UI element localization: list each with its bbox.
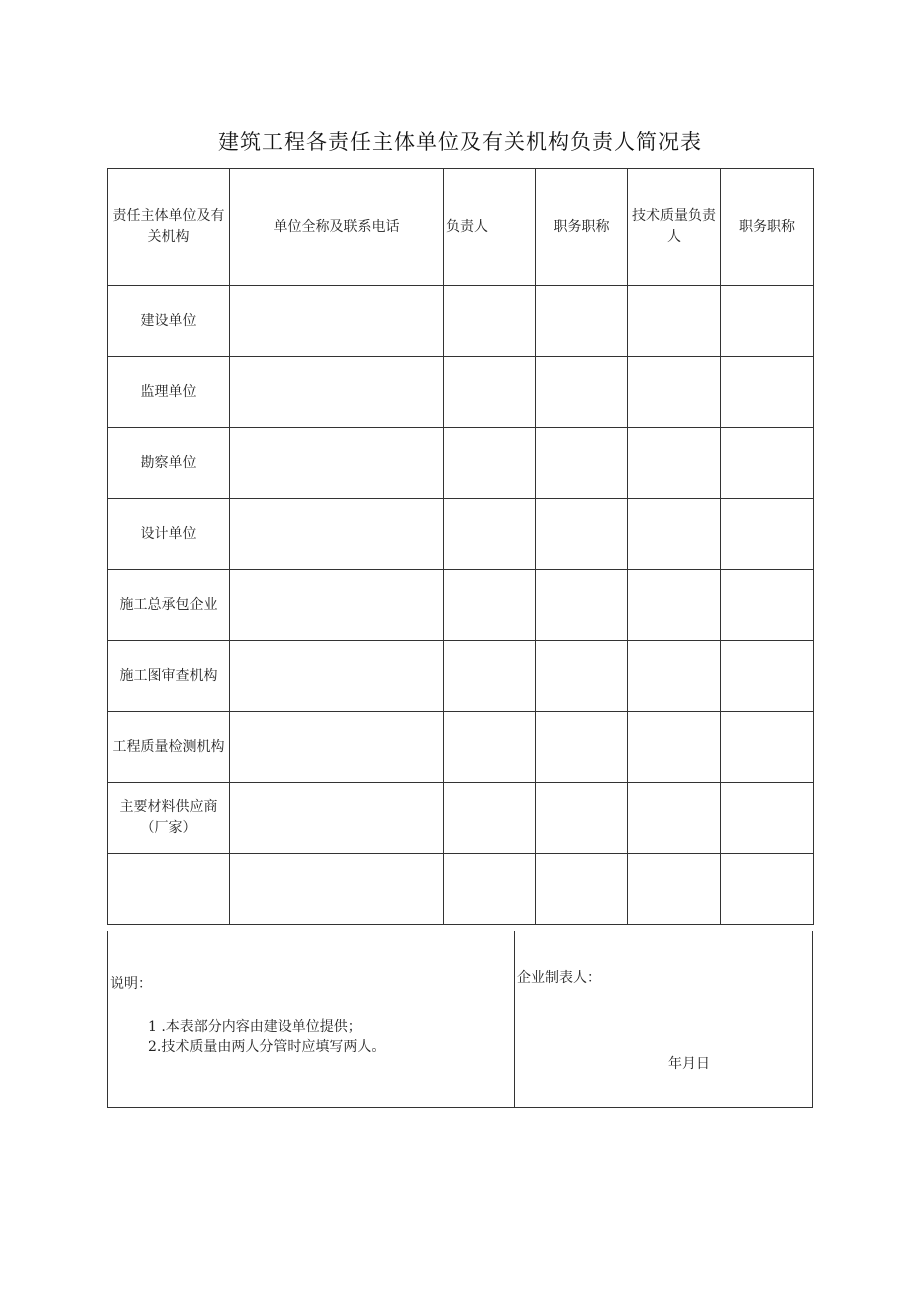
input-cell[interactable] <box>628 783 721 854</box>
input-cell[interactable] <box>230 641 444 712</box>
input-cell[interactable] <box>444 357 536 428</box>
row-label: 建设单位 <box>108 286 230 357</box>
input-cell[interactable] <box>628 357 721 428</box>
input-cell[interactable] <box>721 499 814 570</box>
input-cell[interactable] <box>444 570 536 641</box>
input-cell[interactable] <box>536 570 628 641</box>
input-cell[interactable] <box>230 783 444 854</box>
input-cell[interactable] <box>536 854 628 925</box>
input-cell[interactable] <box>230 286 444 357</box>
row-label[interactable] <box>108 854 230 925</box>
row-label: 设计单位 <box>108 499 230 570</box>
row-label: 工程质量检测机构 <box>108 712 230 783</box>
input-cell[interactable] <box>536 499 628 570</box>
input-cell[interactable] <box>721 854 814 925</box>
page-title: 建筑工程各责任主体单位及有关机构负责人简况表 <box>218 130 702 154</box>
input-cell[interactable] <box>444 428 536 499</box>
table-row <box>108 357 814 428</box>
header-cell-unit-name-phone: 单位全称及联系电话 <box>230 169 444 286</box>
input-cell[interactable] <box>721 286 814 357</box>
input-cell[interactable] <box>230 712 444 783</box>
row-label: 施工图审查机构 <box>108 641 230 712</box>
note-item: 1 .本表部分内容由建设单位提供； <box>148 1019 362 1035</box>
table-row <box>108 499 814 570</box>
row-label: 施工总承包企业 <box>108 570 230 641</box>
input-cell[interactable] <box>536 783 628 854</box>
input-cell[interactable] <box>628 499 721 570</box>
footer-notes-section <box>107 931 813 1108</box>
input-cell[interactable] <box>230 357 444 428</box>
input-cell[interactable] <box>230 428 444 499</box>
input-cell[interactable] <box>444 286 536 357</box>
date-label: 年月日 <box>668 1056 710 1072</box>
input-cell[interactable] <box>536 428 628 499</box>
input-cell[interactable] <box>536 286 628 357</box>
input-cell[interactable] <box>628 286 721 357</box>
input-cell[interactable] <box>536 712 628 783</box>
input-cell[interactable] <box>721 783 814 854</box>
input-cell[interactable] <box>536 641 628 712</box>
note-item: 2.技术质量由两人分管时应填写两人。 <box>148 1039 386 1055</box>
table-header-row <box>108 169 814 286</box>
input-cell[interactable] <box>444 499 536 570</box>
table-row <box>108 712 814 783</box>
header-cell-unit-type: 责任主体单位及有关机构 <box>108 169 230 286</box>
input-cell[interactable] <box>721 570 814 641</box>
input-cell[interactable] <box>628 570 721 641</box>
input-cell[interactable] <box>444 854 536 925</box>
table-row <box>108 854 814 925</box>
header-cell-responsible-person: 负责人 <box>444 169 536 286</box>
row-label: 监理单位 <box>108 357 230 428</box>
input-cell[interactable] <box>721 428 814 499</box>
input-cell[interactable] <box>721 712 814 783</box>
input-cell[interactable] <box>536 357 628 428</box>
input-cell[interactable] <box>721 641 814 712</box>
input-cell[interactable] <box>444 712 536 783</box>
input-cell[interactable] <box>628 854 721 925</box>
header-cell-quality-lead: 技术质量负责人 <box>628 169 721 286</box>
personnel-table <box>107 168 814 925</box>
form-maker-label: 企业制表人： <box>517 970 601 986</box>
note-label: 说明： <box>110 976 152 992</box>
input-cell[interactable] <box>628 428 721 499</box>
table-row <box>108 641 814 712</box>
header-cell-position-title: 职务职称 <box>536 169 628 286</box>
input-cell[interactable] <box>230 854 444 925</box>
table-row <box>108 783 814 854</box>
input-cell[interactable] <box>444 783 536 854</box>
input-cell[interactable] <box>628 641 721 712</box>
table-row <box>108 570 814 641</box>
input-cell[interactable] <box>444 641 536 712</box>
input-cell[interactable] <box>628 712 721 783</box>
table-row <box>108 428 814 499</box>
header-cell-position-title-2: 职务职称 <box>721 169 814 286</box>
row-label: 勘察单位 <box>108 428 230 499</box>
input-cell[interactable] <box>230 499 444 570</box>
input-cell[interactable] <box>721 357 814 428</box>
table-row <box>108 286 814 357</box>
footer-divider <box>514 931 515 1107</box>
row-label: 主要材料供应商（厂家） <box>108 783 230 854</box>
input-cell[interactable] <box>230 570 444 641</box>
